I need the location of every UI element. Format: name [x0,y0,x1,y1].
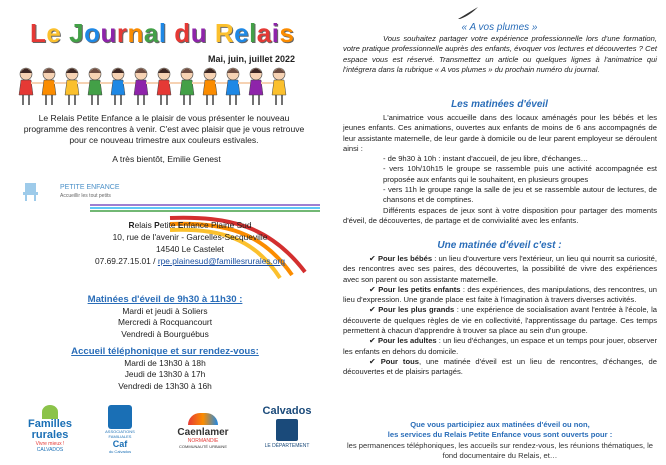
child-legs [253,95,259,105]
matinee-line: Mardi et jeudi à Soliers [122,305,208,316]
child-hair [204,69,216,74]
figure-icon [42,405,58,419]
child-body [180,80,194,95]
title-letter: r [116,18,128,48]
child-hair [273,69,285,74]
child-hair [89,69,101,74]
title-letter: n [127,18,144,48]
accueil-schedule [30,346,300,392]
wave-icon [188,413,218,425]
familles-rurales-logo: Familles rurales Vivre mieux ! CALVADOS [20,405,80,453]
check-icon: ✔ [369,254,378,263]
title-letter: a [143,18,159,48]
title-letter: L [30,18,47,48]
child-legs [69,95,75,105]
child-body [65,80,79,95]
right-page [333,0,666,465]
footer-services: Que vous participiez aux matinées d'éveil ou non, les services du Relais Petite Enfance vous sont ouverts pour : les permanences téléphoniques, les accueils sur rendez-vous, les réunions thématiques, le fond documentaire du Relais, et… [346,420,654,460]
title-letter: e [234,18,250,48]
child-legs [46,95,52,105]
child-body [249,80,263,95]
accueil-line: Vendredi de 13h30 à 16h [118,380,212,391]
caf-logo: ASSOCIATIONS FAMILIALES Caf du Calvados [100,405,140,454]
matinee-line: Vendredi à Bourguébus [121,328,209,339]
signature: A très bientôt, Emilie Genest [112,154,221,164]
accueil-heading: Accueil téléphonique et sur rendez-vous: [71,346,259,357]
child-hair [66,69,78,74]
title-letter: R [214,18,235,48]
child-hair [227,69,239,74]
accueil-line: Mardi de 13h30 à 18h [124,357,206,368]
email-link[interactable]: rpe.plainesud@famillesrurales.org [157,256,286,266]
title-letter: o [84,18,101,48]
child-hair [135,69,147,74]
child-legs [207,95,213,105]
title-letter: e [46,18,62,48]
quill-icon [457,6,479,20]
child-hair [112,69,124,74]
child-legs [184,95,190,105]
child-hair [181,69,193,74]
pe-logo-title: PETITE ENFANCE [60,184,120,191]
child-hair [20,69,32,74]
matinees-schedule [30,294,300,340]
child-body [88,80,102,95]
title-letter: l [158,18,167,48]
child-body [157,80,171,95]
matinees-heading: Les matinées d'éveil [451,99,548,110]
child-body [226,80,240,95]
child-legs [276,95,282,105]
petite-enfance-logo [20,180,170,218]
calvados-logo: Calvados LE DÉPARTEMENT [262,405,312,449]
child-body [272,80,286,95]
contact-line: 07.69.27.15.01 / rpe.plainesud@famillesrurales.org [94,256,286,266]
title-letter: u [190,18,208,48]
matinees-heading: Matinées d'éveil de 9h30 à 11h30 : [87,294,243,305]
children-illustration [14,65,304,109]
child-legs [23,95,29,105]
title-letter: i [271,18,280,48]
partner-logos [20,405,320,460]
highchair-icon [20,180,42,202]
title-letter [61,18,69,48]
check-icon: ✔ [369,336,378,346]
child-body [134,80,148,95]
title-letter [207,18,215,48]
child-body [42,80,56,95]
child-hair [158,69,170,74]
child-legs [115,95,121,105]
address-block [60,219,320,267]
child-legs [230,95,236,105]
check-icon: ✔ [369,284,379,294]
plumes-heading: « A vos plumes » [461,22,538,33]
title-letter: s [279,18,295,48]
child-body [19,80,33,95]
matinee-line: Mercredi à Rocquancourt [117,317,213,327]
title-letter: u [100,18,117,48]
child-legs [92,95,98,105]
org-name: Relais Petite Enfance Plaine Sud [128,220,252,230]
child-legs [138,95,144,105]
caf-emblem-icon [108,405,132,429]
matinees-description: L'animatrice vous accueille dans des locaux aménagés pour les bébés et les jeunes enfants. Ces animations, ouvertes aux enfants de moins de 6 ans accompagnés de leur assistante maternelle, de leur garde à domicile ou de leur parent employeur se déroulent ainsi : - de 9h30 à 10h : instant d'accueil, de jeu libre, d'échanges… - vers 10h/10h15 le groupe se rassemble puis une activité accompagnée est proposée aux enfants qui le souhaitent, en plusieurs groupes - vers 11h le groupe range la salle de jeu et se rassemble autour de lectures, de chansons et de comptines. Différents espaces de jeux sont à votre disposition pour partager des moments d'éveil, de découvertes, de partage et de convivialité avec les enfants. [343,113,657,225]
intro-text: Le Relais Petite Enfance a le plaisir de vous présenter le nouveau programme des rencontres à venir. C'est avec plaisir que je vous retrouve pour ce nouveau trimestre aux couleurs estivales. [23,113,305,145]
child-hair [43,69,55,74]
title-letter: a [256,18,272,48]
address-line-1: 10, rue de l'avenir - Garcelles-Secqueville [112,232,268,242]
map-icon [276,419,298,441]
issue-date: Mai, juin, juillet 2022 [208,54,296,64]
caen-la-mer-logo: Caenlamer NORMANDIE COMMUNAUTÉ URBAINE [168,413,238,449]
check-icon: ✔ [369,356,381,366]
accueil-line: Jeudi de 13h30 à 17h [124,369,206,379]
title-letter: J [69,18,85,48]
child-legs [161,95,167,105]
plumes-text: Vous souhaitez partager votre expérience professionnelle lors d'une formation, votre pratique professionnelle auprès des enfants, évoquer vos lectures et découvertes ? Cet espace vous est réservé. Transmettez un article ou quelques lignes à l'animatrice qui l'intégrera dans la rubrique « A vos plumes » du prochain numéro du journal. [343,34,657,74]
une-matinee-heading: Une matinée d'éveil c'est : [437,240,562,251]
address-line-2: 14540 Le Castelet [156,244,224,254]
title-letter: l [249,18,257,48]
check-icon: ✔ [369,305,379,315]
journal-title [30,18,294,49]
child-body [111,80,125,95]
child-hair [250,69,262,74]
child-body [203,80,217,95]
title-letter: d [174,18,191,48]
pe-logo-sub: Accueillir les tout petits [60,193,111,199]
benefits-list: ✔ Pour les bébés : un lieu d'ouverture vers l'extérieur, un lieu qui nourrit sa curiosité, des rencontres avec ses paires, des découvertes, la possibilité de vivre des expériences avec son parent ou son assistante maternelle. ✔ Pour les petits enfants : des expériences, des manipulations, des rencontres, un lieu d'expression. Une grande place est faite à l'imagination à travers diverses activités. ✔ Pour les plus grands : une expérience de socialisation avant l'entrée à l'école, la découverte de quelques règles de vie en collectivité, l'apprentissage du partage. Ces temps permettent à chacun d'apprendre à trouver sa place au sein d'un groupe. ✔ Pour les adultes : un lieu d'échanges, un espace et un temps pour jouer, observer les enfants en dehors du domicile. ✔ Pour tous, une matinée d'éveil est un lieu de rencontres, d'échanges, de découvertes et de plaisirs partagés. [343,254,657,377]
